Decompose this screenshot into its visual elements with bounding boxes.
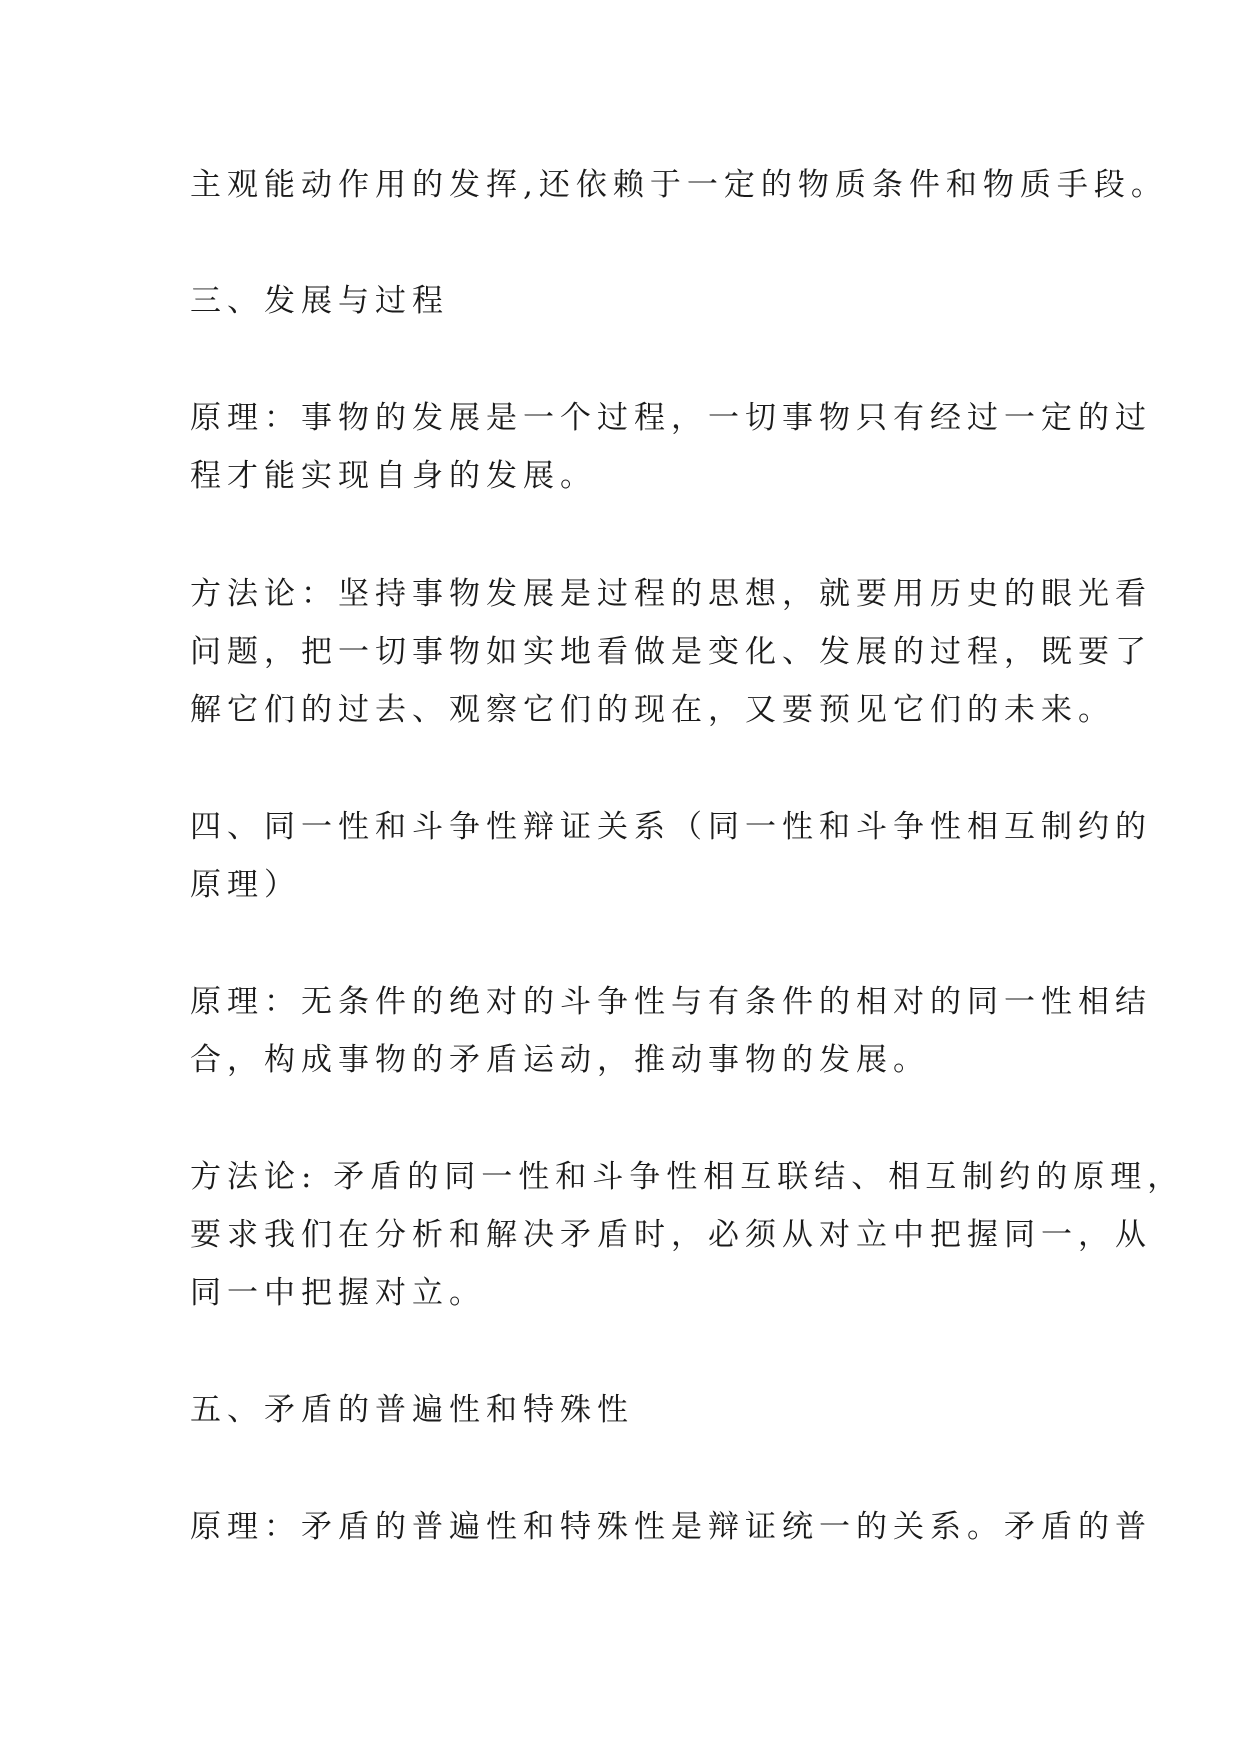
text-line: 要求我们在分析和解决矛盾时，必须从对立中把握同一，从 — [190, 1217, 1152, 1253]
text-line: 主观能动作用的发挥,还依赖于一定的物质条件和物质手段。 — [190, 167, 1168, 203]
text-line: 同一中把握对立。 — [190, 1275, 486, 1311]
section-heading: 五、矛盾的普遍性和特殊性 — [190, 1392, 634, 1428]
text-line: 合，构成事物的矛盾运动，推动事物的发展。 — [190, 1042, 930, 1078]
text-line: 解它们的过去、观察它们的现在，又要预见它们的未来。 — [190, 692, 1115, 728]
text-line: 原理：无条件的绝对的斗争性与有条件的相对的同一性相结 — [190, 984, 1152, 1020]
text-line: 程才能实现自身的发展。 — [190, 458, 597, 494]
text-line: 原理：事物的发展是一个过程，一切事物只有经过一定的过 — [190, 400, 1152, 436]
section-heading: 原理） — [190, 867, 301, 903]
text-line: 原理：矛盾的普遍性和特殊性是辩证统一的关系。矛盾的普 — [190, 1509, 1152, 1545]
text-line: 问题，把一切事物如实地看做是变化、发展的过程，既要了 — [190, 634, 1152, 670]
text-line: 方法论：坚持事物发展是过程的思想，就要用历史的眼光看 — [190, 576, 1152, 612]
section-heading: 四、同一性和斗争性辩证关系（同一性和斗争性相互制约的 — [190, 809, 1152, 845]
text-line: 方法论: 矛盾的同一性和斗争性相互联结、相互制约的原理， — [190, 1159, 1185, 1195]
section-heading: 三、发展与过程 — [190, 283, 449, 319]
